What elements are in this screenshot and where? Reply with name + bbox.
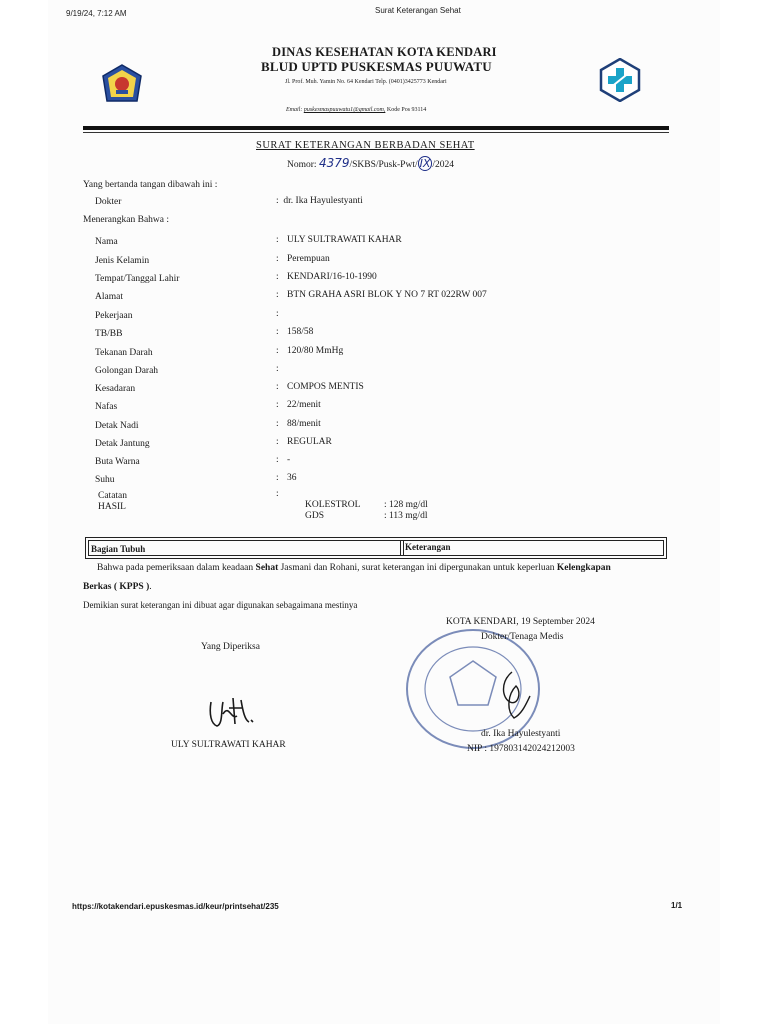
table-header-keterangan: Keterangan xyxy=(405,542,451,552)
field-colon: : xyxy=(276,437,279,447)
lab-value: : 128 mg/dl xyxy=(384,500,428,510)
field-value: - xyxy=(287,455,291,465)
field-value: 120/80 MmHg xyxy=(287,346,344,356)
footer-page: 1/1 xyxy=(671,901,683,910)
statement-line2: Berkas ( KPPS ). xyxy=(83,582,152,592)
table-divider xyxy=(400,540,404,556)
field-label: Pekerjaan xyxy=(95,311,133,321)
kendari-emblem-icon xyxy=(101,64,143,109)
doctor-value: : dr. Ika Hayulestyanti xyxy=(276,196,363,206)
field-label: Detak Nadi xyxy=(95,421,139,431)
letterhead-address: Jl. Prof. Muh. Yamin No. 64 Kendari Telp. (0401)3425773 Kendari xyxy=(285,79,447,85)
field-value: Perempuan xyxy=(287,254,330,264)
field-colon: : xyxy=(276,327,279,337)
field-label: Detak Jantung xyxy=(95,439,150,449)
field-colon: : xyxy=(276,400,279,410)
field-colon: : xyxy=(276,346,279,356)
hasil-label: HASIL xyxy=(98,502,126,512)
field-colon: : xyxy=(276,419,279,429)
letterhead-rule-thin xyxy=(83,132,669,133)
field-value: REGULAR xyxy=(287,437,332,447)
place-date: KOTA KENDARI, 19 September 2024 xyxy=(446,617,595,627)
number-month-handwritten: IX xyxy=(419,157,431,170)
field-label: Kesadaran xyxy=(95,384,136,394)
table-header-bagian-tubuh: Bagian Tubuh xyxy=(91,544,146,554)
doctor-nip: NIP : 197803142024212003 xyxy=(467,744,575,754)
field-label: Nafas xyxy=(95,402,118,412)
statement-line1: Bahwa pada pemeriksaan dalam keadaan Sehat Jasmani dan Rohani, surat keterangan ini dipergunakan untuk keperluan Kelengkapan xyxy=(97,563,611,573)
number-suffix: /2024 xyxy=(432,160,455,170)
explains-heading: Menerangkan Bahwa : xyxy=(83,215,169,225)
field-colon: : xyxy=(276,364,279,374)
document-number xyxy=(287,156,454,170)
field-colon: : xyxy=(276,272,279,282)
field-label: Tekanan Darah xyxy=(95,348,153,358)
document-title: SURAT KETERANGAN BERBADAN SEHAT xyxy=(256,140,475,151)
lab-value: : 113 mg/dl xyxy=(384,511,428,521)
patient-signature-icon xyxy=(207,694,259,735)
puskesmas-logo-icon xyxy=(598,58,642,107)
letterhead-rule-thick xyxy=(83,126,669,130)
postal-code: Kode Pos 93114 xyxy=(386,107,427,113)
field-colon: : xyxy=(276,235,279,245)
doctor-label: Dokter xyxy=(95,197,122,207)
field-colon: : xyxy=(276,455,279,465)
catatan-colon: : xyxy=(276,489,279,499)
closing-statement: Demikian surat keterangan ini dibuat agar digunakan sebagaimana mestinya xyxy=(83,600,358,610)
number-handwritten: 4379 xyxy=(318,156,350,170)
print-datetime: 9/19/24, 7:12 AM xyxy=(66,9,127,18)
email-link[interactable]: puskesmaspuuwatu1@gmail.com, xyxy=(303,107,386,113)
print-doc-title: Surat Keterangan Sehat xyxy=(375,6,461,15)
letterhead-line2: BLUD UPTD PUSKESMAS PUUWATU xyxy=(261,59,492,74)
field-label: Suhu xyxy=(95,475,115,485)
field-value: BTN GRAHA ASRI BLOK Y NO 7 RT 022RW 007 xyxy=(287,290,487,300)
field-value: 22/menit xyxy=(287,400,321,410)
field-colon: : xyxy=(276,254,279,264)
body-part-table xyxy=(88,540,664,556)
field-value: COMPOS MENTIS xyxy=(287,382,364,392)
field-value: ULY SULTRAWATI KAHAR xyxy=(287,235,402,245)
field-colon: : xyxy=(276,382,279,392)
letterhead-line1: DINAS KESEHATAN KOTA KENDARI xyxy=(272,45,497,59)
patient-sign-caption: Yang Diperiksa xyxy=(201,642,260,652)
lab-name: GDS xyxy=(305,511,325,521)
field-colon: : xyxy=(276,473,279,483)
doctor-name: dr. Ika Hayulestyanti xyxy=(481,729,561,739)
field-label: Alamat xyxy=(95,292,123,302)
field-value: KENDARI/16-10-1990 xyxy=(287,272,377,282)
field-label: Jenis Kelamin xyxy=(95,256,150,266)
patient-name: ULY SULTRAWATI KAHAR xyxy=(171,740,286,750)
field-value: 88/menit xyxy=(287,419,321,429)
field-colon: : xyxy=(276,290,279,300)
field-label: Nama xyxy=(95,237,118,247)
signatory-intro: Yang bertanda tangan dibawah ini : xyxy=(83,180,218,190)
email-label: Email: xyxy=(286,107,303,113)
number-mid: /SKBS/Pusk-Pwt/ xyxy=(349,160,418,170)
field-label: Golongan Darah xyxy=(95,366,159,376)
letterhead-email-line xyxy=(286,107,426,113)
doctor-role: Dokter/Tenaga Medis xyxy=(481,632,564,642)
doctor-signature-icon xyxy=(492,668,536,729)
field-label: Buta Warna xyxy=(95,457,140,467)
field-label: Tempat/Tanggal Lahir xyxy=(95,274,180,284)
field-colon: : xyxy=(276,309,279,319)
field-label: TB/BB xyxy=(95,329,123,339)
field-value: 36 xyxy=(287,473,297,483)
number-prefix: Nomor: xyxy=(287,160,317,170)
field-value: 158/58 xyxy=(287,327,314,337)
footer-url[interactable]: https://kotakendari.epuskesmas.id/keur/printsehat/235 xyxy=(72,902,279,911)
catatan-label: Catatan xyxy=(98,491,128,501)
lab-name: KOLESTROL xyxy=(305,500,361,510)
